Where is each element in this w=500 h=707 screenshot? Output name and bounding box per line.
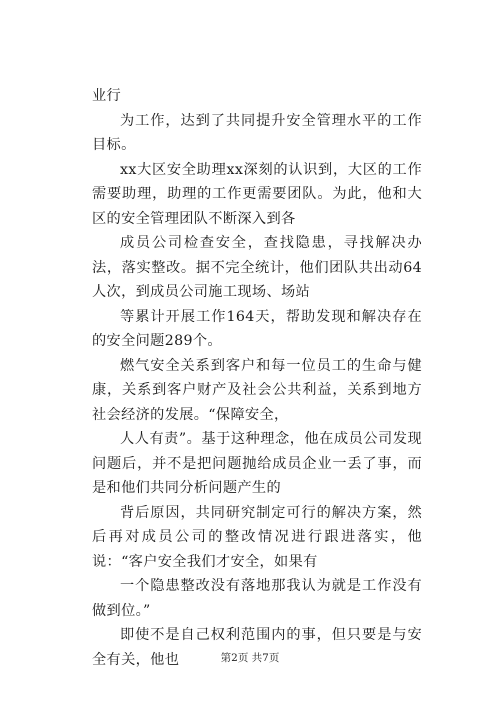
paragraph-7: 人人有责”。基于这种理念，他在成员公司发现问题后，并不是把问题抛给成员企业一丢了事，而是和他们共同分析问题产生的 <box>92 431 422 496</box>
paragraph-6: 燃气安全关系到客户和每一位员工的生命与健康，关系到客户财产及社会公共利益，关系到地方社会经济的发展。“保障安全， <box>92 357 422 423</box>
paragraph-4: 成员公司检查安全，查找隐患，寻找解决办法，落实整改。据不完全统计，他们团队共出动64人次，到成员公司施工现场、场站 <box>92 235 422 300</box>
paragraph-5: 等累计开展工作164天，帮助发现和解决存在的安全问题289个。 <box>92 308 422 349</box>
page-number-footer: 第2页 共7页 <box>220 652 280 664</box>
paragraph-2: 为工作，达到了共同提升安全管理水平的工作目标。 <box>92 112 422 153</box>
paragraph-1: 业行 <box>92 88 122 104</box>
paragraph-8: 背后原因，共同研究制定可行的解决方案，然后再对成员公司的整改情况进行跟进落实，他说：“客户安全我们才安全，如果有 <box>92 504 422 570</box>
paragraph-9: 一个隐患整改没有落地那我认为就是工作没有做到位。” <box>92 578 422 619</box>
document-body <box>92 84 422 672</box>
paragraph-10: 即使不是自己权利范围内的事，但只要是与安全有关，他也 <box>92 627 422 668</box>
paragraph-3: xx大区安全助理xx深刻的认识到，大区的工作需要助理，助理的工作更需要团队。为此，他和大区的安全管理团队不断深入到各 <box>92 161 422 227</box>
